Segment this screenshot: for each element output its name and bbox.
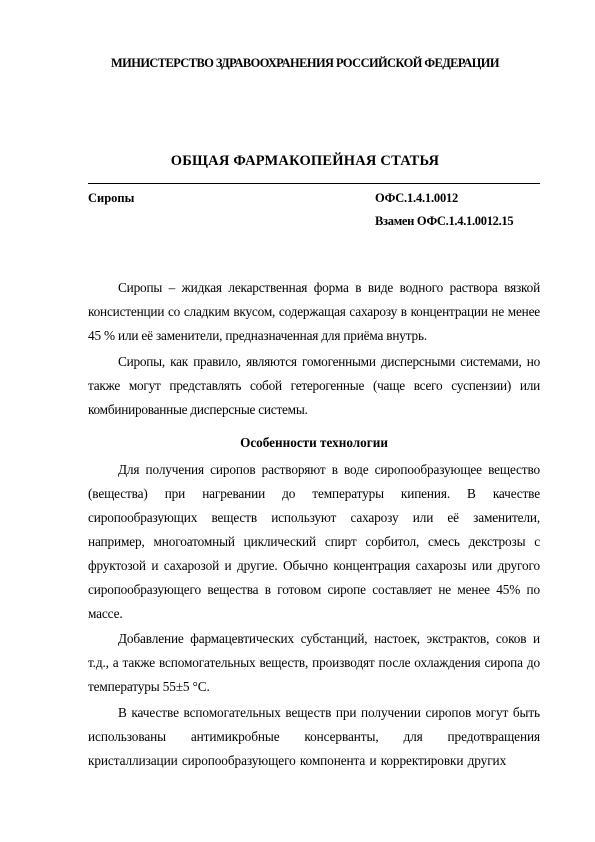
ministry-header: МИНИСТЕРСТВО ЗДРАВООХРАНЕНИЯ РОССИЙСКОЙ ФЕДЕРАЦИИ: [111, 56, 499, 70]
paragraph-technology: [88, 458, 540, 626]
paragraph-additives-text: Добавление фармацевтических субстанций, настоек, экстрактов, соков и т.д., а также вспомогательных веществ, производят после охлаждения сиропа до температуры 55±5 °С.: [88, 631, 540, 694]
document-title: ОБЩАЯ ФАРМАКОПЕЙНАЯ СТАТЬЯ: [170, 153, 440, 169]
paragraph-definition: [88, 276, 540, 348]
title-divider: [88, 183, 540, 184]
paragraph-technology-text: Для получения сиропов растворяют в воде сиропообразующее вещество (вещества) при нагревании до температуры кипения. В качестве сиропообразующих веществ используют сахарозу или её заменители, например, многоатомный циклический спирт сорбитол, смесь декстрозы с фруктозой и сахарозой и другие. Обычно концентрация сахарозы или другого сиропообразующего вещества в готовом сиропе составляет не менее 45% по массе.: [88, 462, 540, 621]
paragraph-dispersity-text: Сиропы, как правило, являются гомогенными дисперсными системами, но также могут представлять собой гетерогенные (чаще всего суспензии) или комбинированные дисперсные системы.: [88, 354, 540, 417]
paragraph-dispersity: [88, 350, 540, 422]
paragraph-definition-text: Сиропы – жидкая лекарственная форма в виде водного раствора вязкой консистенции со сладким вкусом, содержащая сахарозу в концентрации не менее 45 % или её заменители, предназначенная для приёма внутрь.: [88, 280, 540, 343]
paragraph-excipients-text: В качестве вспомогательных веществ при получении сиропов могут быть использованы антимикробные консерванты, для предотвращения кристаллизации сиропообразующего компонента и корректировки других: [88, 705, 540, 768]
monograph-name: Сиропы: [88, 191, 135, 205]
section-heading: Особенности технологии: [240, 435, 388, 450]
paragraph-additives: [88, 627, 540, 699]
monograph-code: ОФС.1.4.1.0012: [375, 191, 459, 205]
replaces-code: Взамен ОФС.1.4.1.0012.15: [375, 214, 514, 228]
paragraph-excipients: [88, 701, 540, 773]
